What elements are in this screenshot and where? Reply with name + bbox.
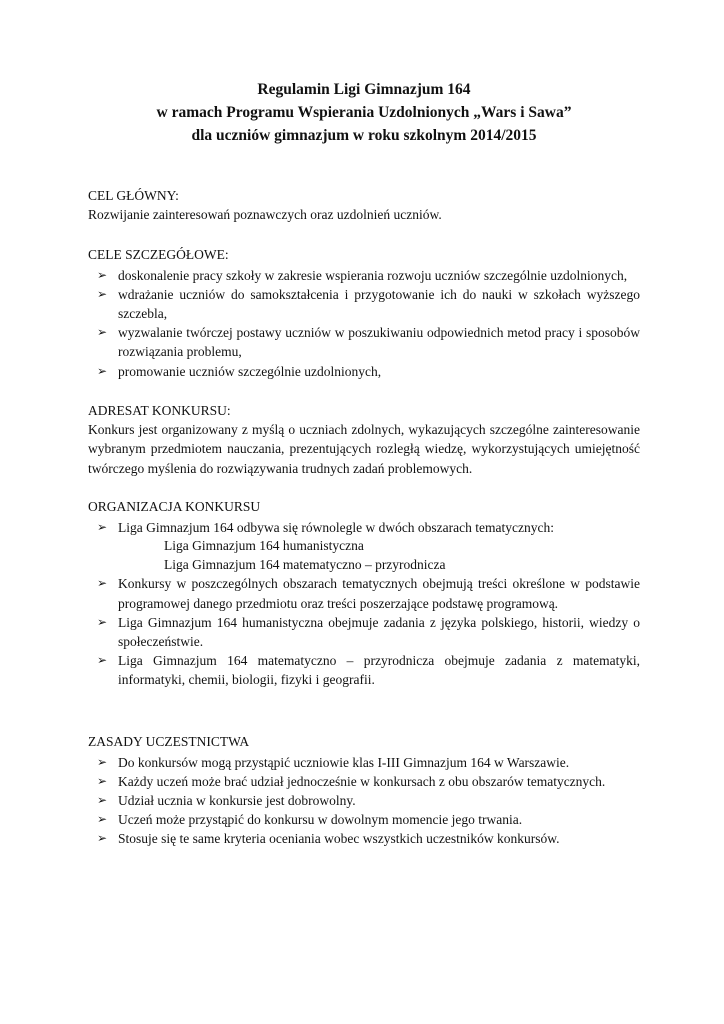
- addressee-text: Konkurs jest organizowany z myślą o uczniach zdolnych, wykazujących szczególne zainteresowanie wybranym przedmiotem nauczania, prezentujących rozległą wiedzę, wykorzystujących umiejętność twórczego myślenia do rozwiązywania trudnych zadań problemowych.: [88, 421, 640, 476]
- bullet-arrow-icon: ➢: [97, 653, 108, 668]
- bullet-arrow-icon: ➢: [97, 812, 108, 827]
- bullet-arrow-icon: ➢: [97, 793, 108, 808]
- section-main-goal: [88, 187, 640, 225]
- document-title: [88, 78, 640, 147]
- list-item: ➢ Liga Gimnazjum 164 humanistyczna obejmuje zadania z języka polskiego, historii, wiedzy o społeczeństwie.: [97, 614, 640, 650]
- list-item: ➢ Konkursy w poszczególnych obszarach tematycznych obejmują treści określone w podstawie programowej danego przedmiotu oraz treści poszerzające podstawę programową.: [97, 576, 640, 611]
- main-goal-text: Rozwijanie zainteresowań poznawczych oraz uzdolnień uczniów.: [88, 207, 442, 222]
- participation-list: [88, 753, 640, 849]
- section-addressee: [88, 402, 640, 479]
- list-item: ➢ doskonalenie pracy szkoły w zakresie wspierania rozwoju uczniów szczególnie uzdolnionych,: [88, 266, 640, 285]
- bullet-arrow-icon: ➢: [97, 754, 108, 769]
- list-item: ➢ Każdy uczeń może brać udział jednocześnie w konkursach z obu obszarów tematycznych.: [88, 772, 640, 791]
- list-item: ➢ promowanie uczniów szczególnie uzdolnionych,: [88, 362, 640, 381]
- document-page: [88, 78, 640, 849]
- list-item: ➢ Do konkursów mogą przystąpić uczniowie klas I-III Gimnazjum 164 w Warszawie.: [88, 753, 640, 772]
- addressee-heading: ADRESAT KONKURSU:: [88, 402, 231, 418]
- title-line-2: w ramach Programu Wspierania Uzdolnionych „Wars i Sawa”: [156, 104, 572, 121]
- bullet-arrow-icon: ➢: [97, 325, 108, 340]
- organization-heading: ORGANIZACJA KONKURSU: [88, 499, 261, 515]
- specific-goals-list: [88, 266, 640, 381]
- bullet-arrow-icon: ➢: [97, 614, 108, 629]
- bullet-arrow-icon: ➢: [97, 576, 108, 591]
- list-item: ➢ wdrażanie uczniów do samokształcenia i przygotowanie ich do nauki w szkołach wyższego szczebla,: [97, 286, 640, 321]
- list-item: ➢ Udział ucznia w konkursie jest dobrowolny.: [88, 791, 640, 810]
- list-item: ➢ Stosuje się te same kryteria oceniania wobec wszystkich uczestników konkursów.: [88, 829, 640, 848]
- main-goal-heading: CEL GŁÓWNY:: [88, 188, 179, 203]
- specific-goals-heading: CELE SZCZEGÓŁOWE:: [88, 246, 229, 262]
- organization-subitem: Liga Gimnazjum 164 matematyczno – przyrodnicza: [164, 556, 446, 572]
- title-line-3: dla uczniów gimnazjum w roku szkolnym 2014/2015: [191, 127, 537, 144]
- section-organization: [88, 498, 640, 689]
- bullet-arrow-icon: ➢: [97, 286, 108, 301]
- bullet-arrow-icon: ➢: [97, 520, 108, 535]
- section-participation-rules: [88, 733, 640, 849]
- bullet-arrow-icon: ➢: [97, 363, 108, 378]
- section-specific-goals: [88, 246, 640, 381]
- list-item: ➢ Liga Gimnazjum 164 odbywa się równolegle w dwóch obszarach tematycznych:: [88, 518, 640, 537]
- organization-subitem: Liga Gimnazjum 164 humanistyczna: [164, 538, 364, 554]
- list-item: ➢ wyzwalanie twórczej postawy uczniów w poszukiwaniu odpowiednich metod pracy i sposobów rozwiązania problemu,: [97, 325, 640, 360]
- organization-list-cont: [88, 574, 640, 689]
- organization-list: [88, 518, 640, 537]
- list-item: ➢ Liga Gimnazjum 164 matematyczno – przyrodnicza obejmuje zadania z matematyki, informatyki, chemii, biologii, fizyki i geografii.: [97, 653, 640, 688]
- bullet-arrow-icon: ➢: [97, 773, 108, 788]
- list-item: ➢ Uczeń może przystąpić do konkursu w dowolnym momencie jego trwania.: [88, 810, 640, 829]
- bullet-arrow-icon: ➢: [97, 267, 108, 282]
- title-line-1: Regulamin Ligi Gimnazjum 164: [257, 81, 471, 98]
- participation-heading: ZASADY UCZESTNICTWA: [88, 733, 250, 749]
- bullet-arrow-icon: ➢: [97, 831, 108, 846]
